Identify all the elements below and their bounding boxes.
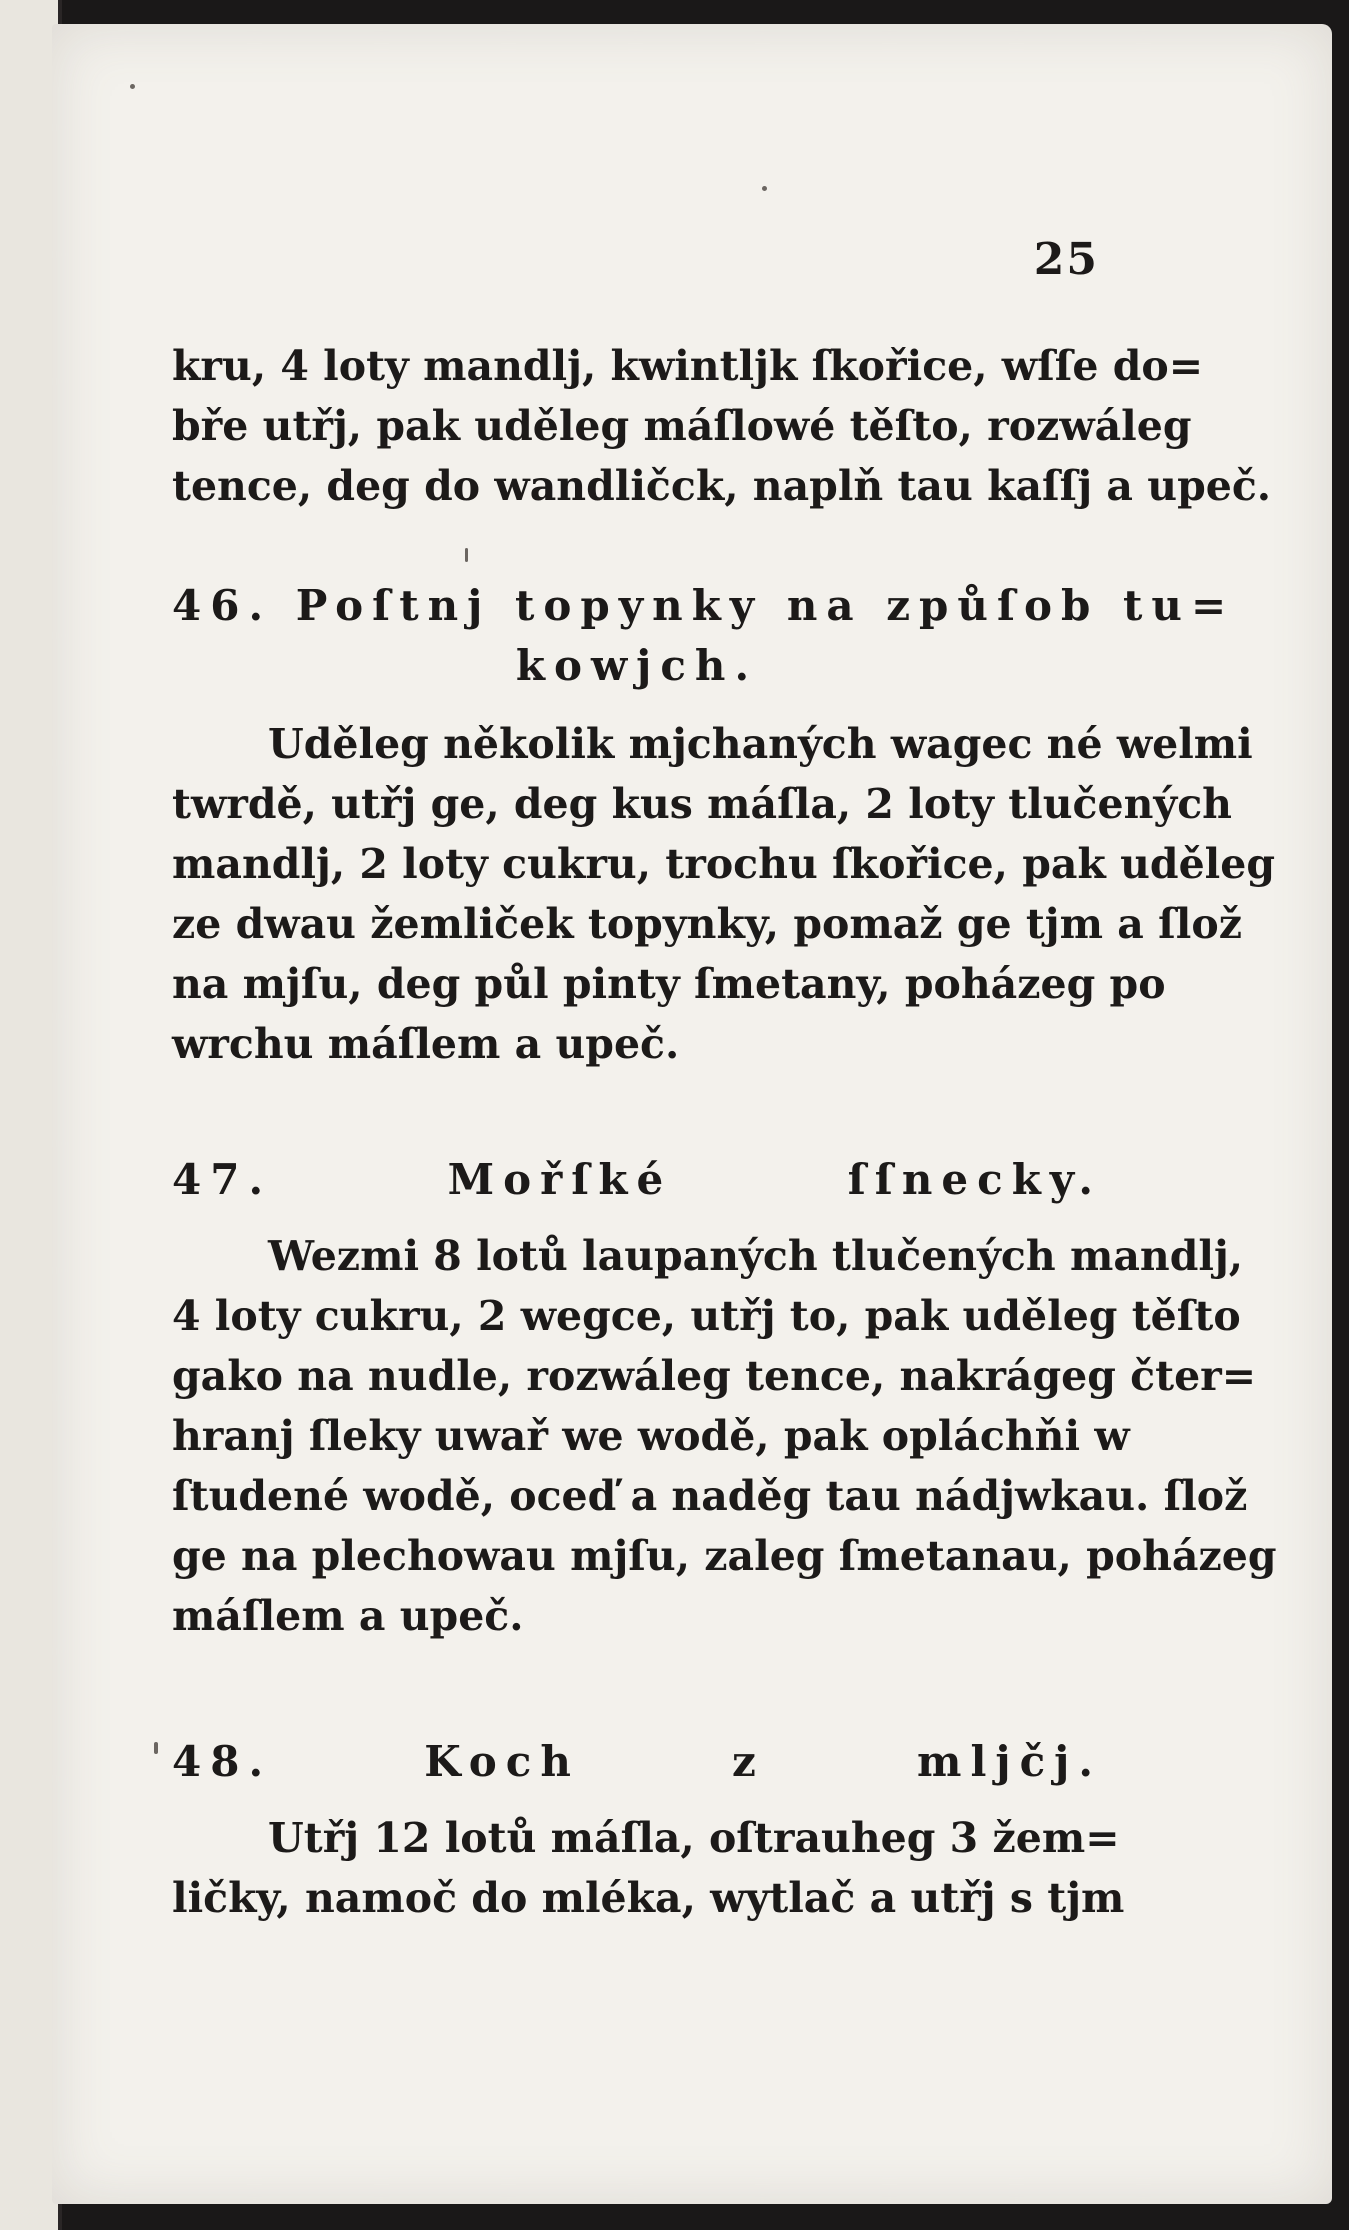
text-line: Utřj 12 lotů máſla, oſtrauheg 3 žem= (268, 1814, 1120, 1862)
text-line: twrdě, utřj ge, deg kus máſla, 2 loty tlučených (172, 780, 1232, 828)
title-line: kowjch. (515, 641, 759, 690)
text-line: gako na nudle, rozwáleg tence, nakrágeg čter= (172, 1352, 1257, 1400)
text-line: bře utřj, pak uděleg máſlowé těſto, rozwáleg (172, 402, 1192, 450)
text-line: ge na plechowau mjſu, zaleg ſmetanau, poházeg (172, 1532, 1277, 1580)
text-line: 4 loty cukru, 2 wegce, utřj to, pak uděleg těſto (172, 1292, 1241, 1340)
text-line: wrchu máſlem a upeč. (172, 1020, 680, 1068)
page-number: 25 (1033, 234, 1099, 285)
text-line: tence, deg do wandličck, naplň tau kaſſj a upeč. (172, 462, 1272, 510)
text-line: mandlj, 2 loty cukru, trochu ſkořice, pak uděleg (172, 840, 1275, 888)
text-line: Wezmi 8 lotů laupaných tlučených mandlj, (268, 1232, 1244, 1280)
title-line: 47. Mořſké ſſnecky. (172, 1155, 1102, 1204)
text-line: hranj ſleky uwař we wodě, pak opláchňi w (172, 1412, 1130, 1460)
text-line: ſtudené wodě, oceď a naděg tau nádjwkau. ſlož (172, 1472, 1248, 1520)
recipe-48-title (172, 1732, 1102, 1792)
paragraph-top (172, 336, 1272, 516)
paper-speck (130, 84, 135, 89)
recipe-46-title (172, 576, 1236, 696)
text-line: ličky, namoč do mléka, wytlač a utřj s tjm (172, 1874, 1125, 1922)
title-line: 48. Koch z mljčj. (172, 1737, 1102, 1786)
text-line: kru, 4 loty mandlj, kwintljk ſkořice, wſſe do= (172, 342, 1204, 390)
text-line: na mjſu, deg půl pinty ſmetany, poházeg po (172, 960, 1166, 1008)
paper-speck (465, 548, 468, 562)
text-line: Uděleg několik mjchaných wagec né welmi (268, 720, 1253, 768)
recipe-47-body (172, 1226, 1277, 1646)
recipe-47-title (172, 1150, 1102, 1210)
paper-speck (762, 186, 767, 191)
recipe-48-body (172, 1808, 1125, 1928)
paper-speck (154, 1742, 158, 1754)
text-line: máſlem a upeč. (172, 1592, 524, 1640)
title-line: 46. Poſtnj topynky na způſob tu= (172, 581, 1236, 630)
text-line: ze dwau žemliček topynky, pomaž ge tjm a ſlož (172, 900, 1242, 948)
recipe-46-body (172, 714, 1275, 1074)
